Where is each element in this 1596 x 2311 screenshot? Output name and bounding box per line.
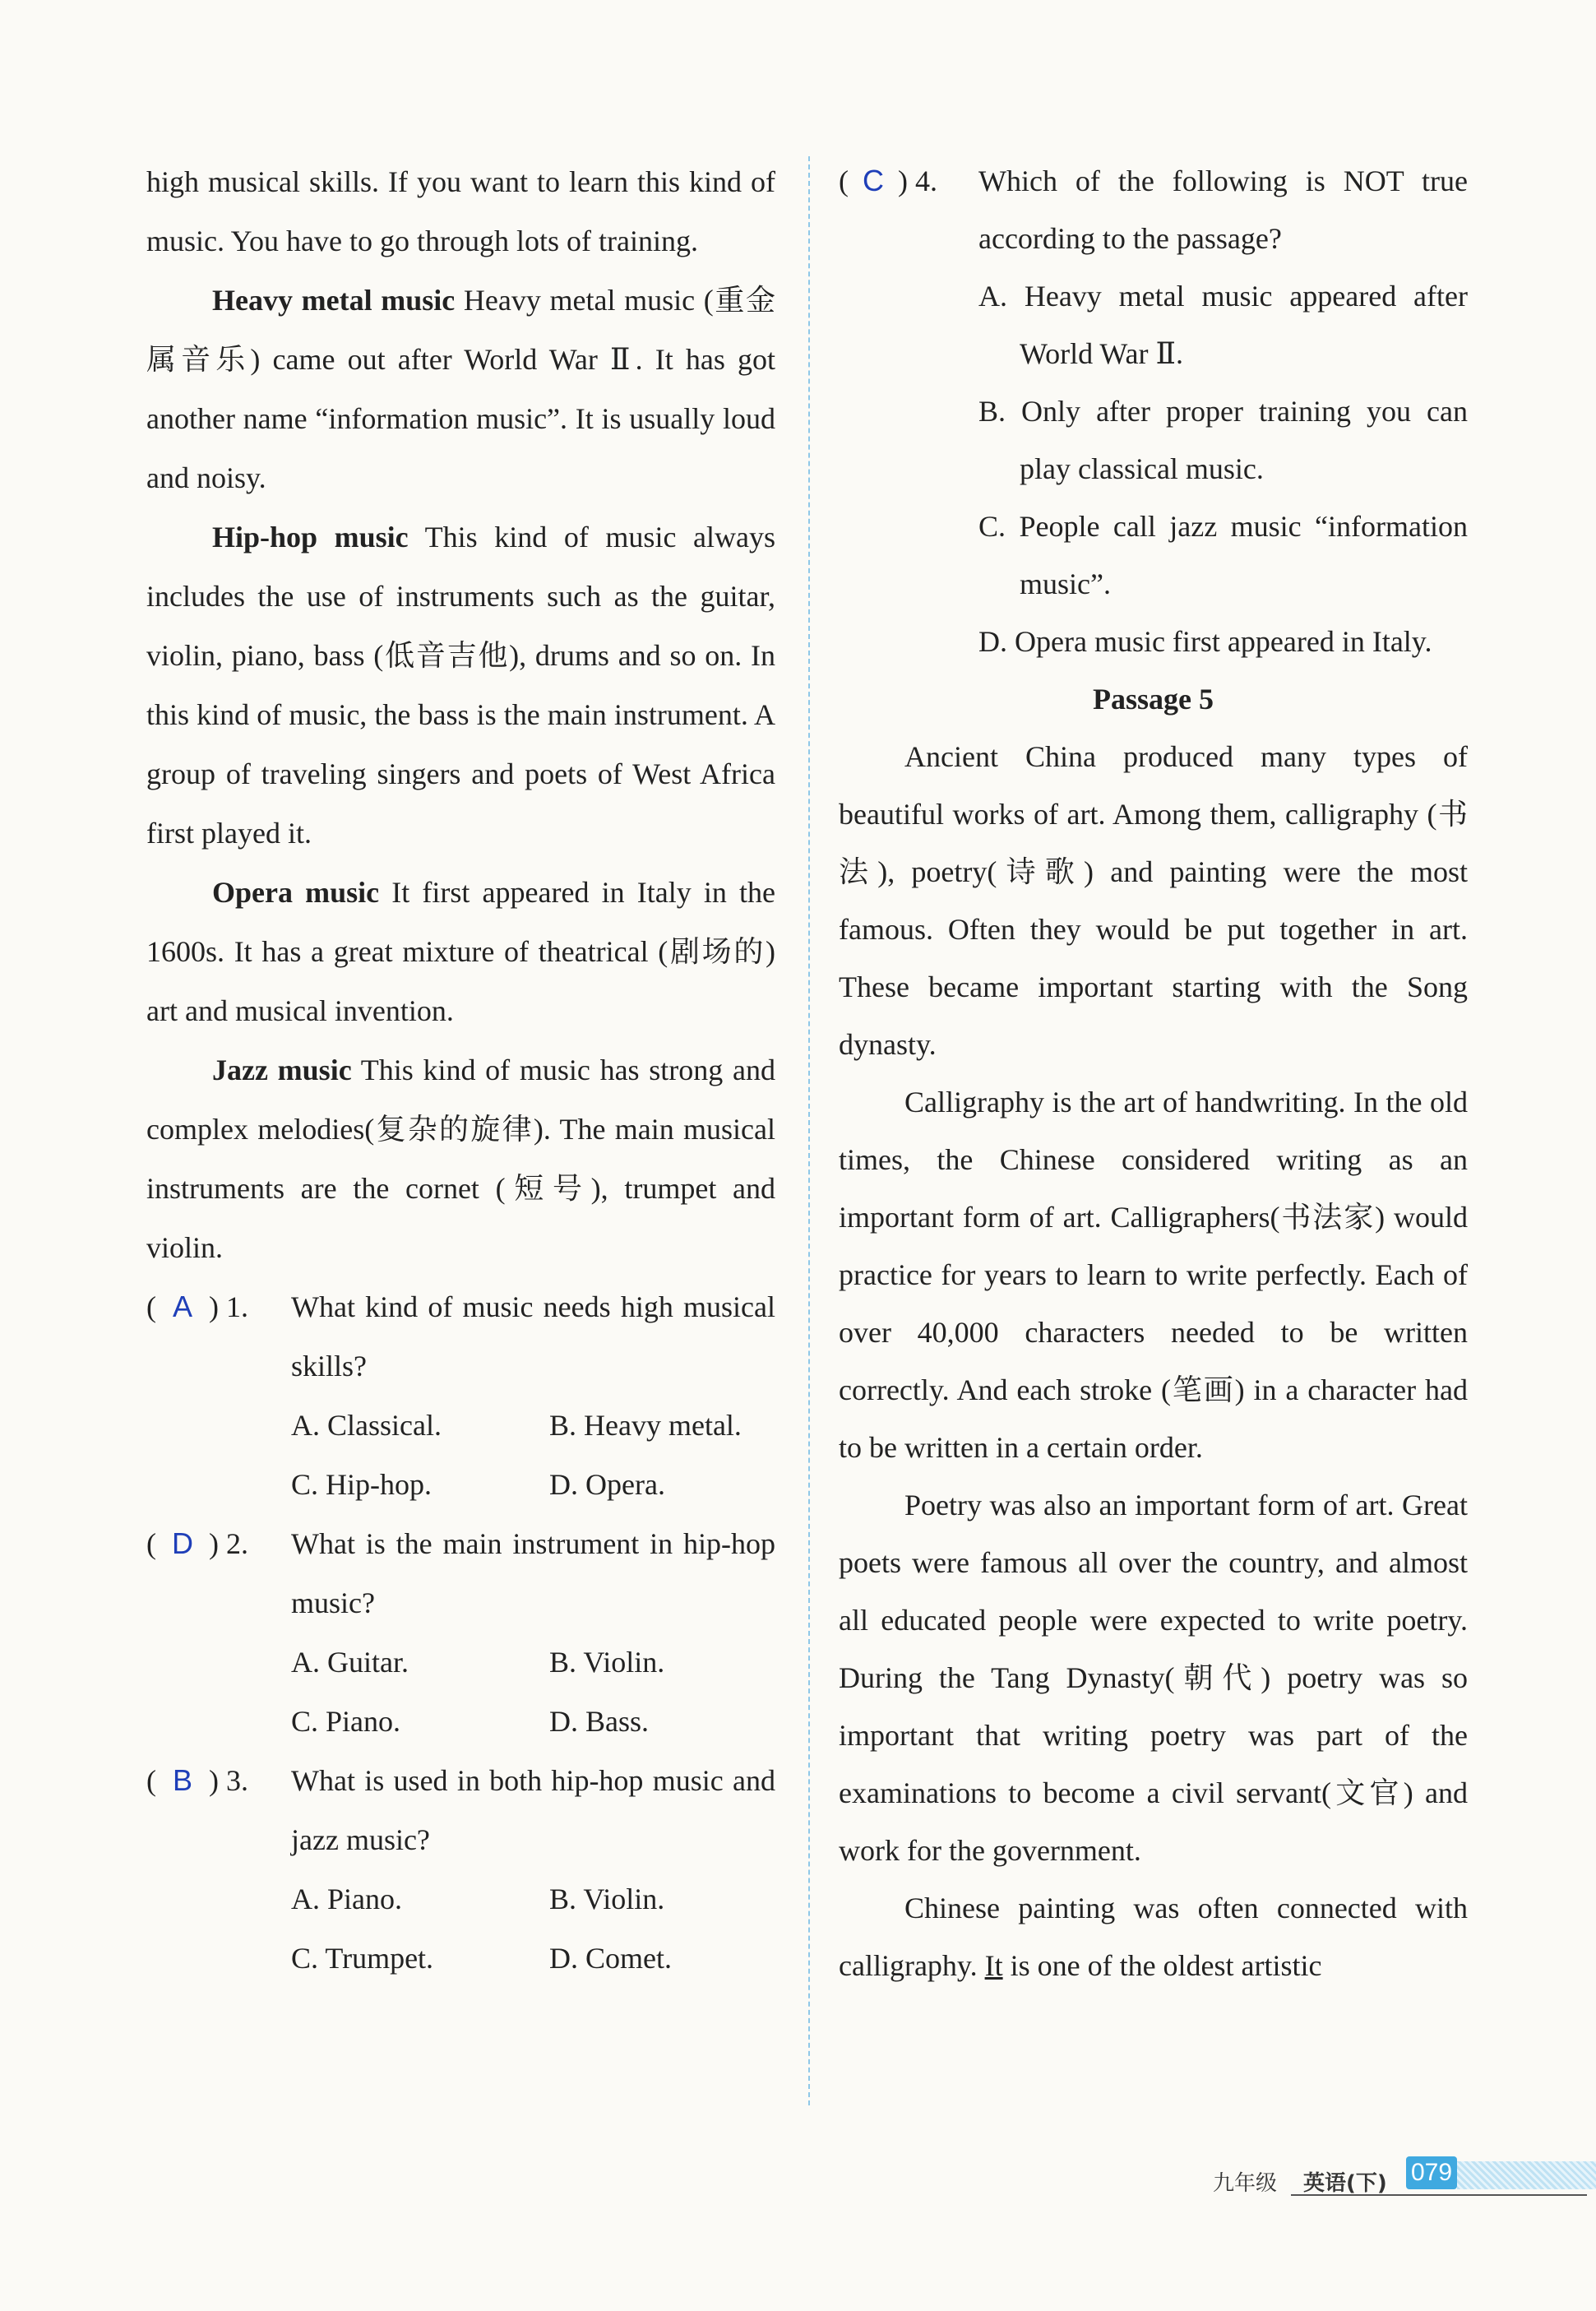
question-1-options xyxy=(146,1396,775,1514)
option: B. Violin. xyxy=(549,1646,665,1679)
grade-label: 九年级 xyxy=(1213,2171,1278,2196)
option: A. Classical. xyxy=(291,1409,442,1442)
option: A. Heavy metal music appeared after World War Ⅱ. xyxy=(978,280,1468,370)
answer-bracket: ( D ) 2. xyxy=(146,1514,291,1633)
answer-bracket: ( C ) 4. xyxy=(839,152,978,267)
option: C. People call jazz music “information music”. xyxy=(978,510,1468,600)
question-stem: What is used in both hip-hop music and jazz music? xyxy=(291,1764,775,1856)
passage-title: Passage 5 xyxy=(1093,683,1214,716)
column-divider xyxy=(808,156,810,2105)
opera-text: It first appeared in Italy in the 1600s. It has a great mixture of theatrical (剧场的) art and musical invention. xyxy=(146,876,776,1027)
question-stem: Which of the following is NOT true according to the passage? xyxy=(978,164,1468,255)
option: B. Only after proper training you can play classical music. xyxy=(978,395,1468,485)
jazz-paragraph xyxy=(146,1040,775,1277)
answer-mark: D xyxy=(172,1526,193,1560)
hiphop-heading: Hip-hop music xyxy=(212,521,409,553)
page-footer xyxy=(1209,2155,1596,2204)
passage-paragraph-4: Chinese painting was often connected with calligraphy. It is one of the oldest artistic xyxy=(839,1892,1468,1982)
opera-heading: Opera music xyxy=(212,876,380,909)
heavy-metal-heading: Heavy metal music xyxy=(212,284,456,317)
option: C. Piano. xyxy=(291,1705,401,1738)
footer-pattern xyxy=(1457,2161,1596,2189)
jazz-heading: Jazz music xyxy=(212,1054,352,1086)
question-stem: What is the main instrument in hip-hop music? xyxy=(291,1527,775,1619)
hiphop-paragraph xyxy=(146,507,775,863)
passage-paragraph-3: Poetry was also an important form of art. Great poets were famous all over the country, and almost all educated people were expected to write poetry. During the Tang Dynasty(朝代) poetry was so important that writing poetry was part of the examinations to become a civil servant(文官) and work for the government. xyxy=(839,1489,1468,1867)
option: D. Opera music first appeared in Italy. xyxy=(978,625,1432,658)
passage-paragraph-1: Ancient China produced many types of beautiful works of art. Among them, calligraphy (书法), poetry(诗歌) and painting were the most famous. Often they would be put together in art. These became important starting with the Song dynasty. xyxy=(839,740,1468,1061)
option: D. Bass. xyxy=(549,1705,650,1738)
passage-paragraph-2: Calligraphy is the art of handwriting. In the old times, the Chinese considered writing as an important form of art. Calligraphers(书法家) would practice for years to learn to write perfectly. Each of over 40,000 characters needed to be written correctly. And each stroke (笔画) in a character had to be written in a certain order. xyxy=(839,1086,1468,1464)
question-2-options xyxy=(146,1633,775,1751)
answer-mark: A xyxy=(172,1290,192,1323)
jazz-text: This kind of music has strong and complex melodies(复杂的旋律). The main musical instruments are the cornet (短号), trumpet and violin. xyxy=(146,1054,775,1264)
question-4-options xyxy=(839,267,1468,670)
heavy-metal-text: Heavy metal music (重金属音乐) came out after World War Ⅱ. It has got another name “information music”. It is usually loud and noisy. xyxy=(146,284,776,494)
answer-mark: B xyxy=(172,1763,192,1797)
option: A. Piano. xyxy=(291,1883,402,1915)
answer-mark: C xyxy=(863,164,884,197)
option: A. Guitar. xyxy=(291,1646,409,1679)
option: D. Comet. xyxy=(549,1942,672,1975)
underlined-word: It xyxy=(984,1949,1003,1982)
question-4 xyxy=(839,152,1468,267)
footer-rule xyxy=(1291,2194,1587,2196)
answer-bracket: ( A ) 1. xyxy=(146,1277,291,1396)
option: C. Hip-hop. xyxy=(291,1468,432,1501)
question-3-options xyxy=(146,1869,775,1988)
opera-paragraph xyxy=(146,863,775,1040)
option: B. Violin. xyxy=(549,1883,665,1915)
subject-label: 英语(下) xyxy=(1303,2171,1387,2196)
question-stem: What kind of music needs high musical skills? xyxy=(291,1290,775,1382)
answer-bracket: ( B ) 3. xyxy=(146,1751,291,1869)
question-1 xyxy=(146,1277,775,1396)
option: C. Trumpet. xyxy=(291,1942,434,1975)
left-column xyxy=(146,152,775,1988)
question-2 xyxy=(146,1514,775,1633)
option: B. Heavy metal. xyxy=(549,1409,742,1442)
heavy-metal-paragraph xyxy=(146,271,775,507)
page-number: 079 xyxy=(1406,2156,1457,2189)
hiphop-text: This kind of music always includes the use of instruments such as the guitar, violin, piano, bass (低音吉他), drums and so on. In this kind of music, the bass is the main instrument. A group of traveling singers and poets of West Africa first played it. xyxy=(146,521,775,850)
option: D. Opera. xyxy=(549,1468,665,1501)
right-column xyxy=(839,152,1468,1994)
question-3 xyxy=(146,1751,775,1869)
intro-paragraph: high musical skills. If you want to learn this kind of music. You have to go through lots of training. xyxy=(146,165,775,257)
